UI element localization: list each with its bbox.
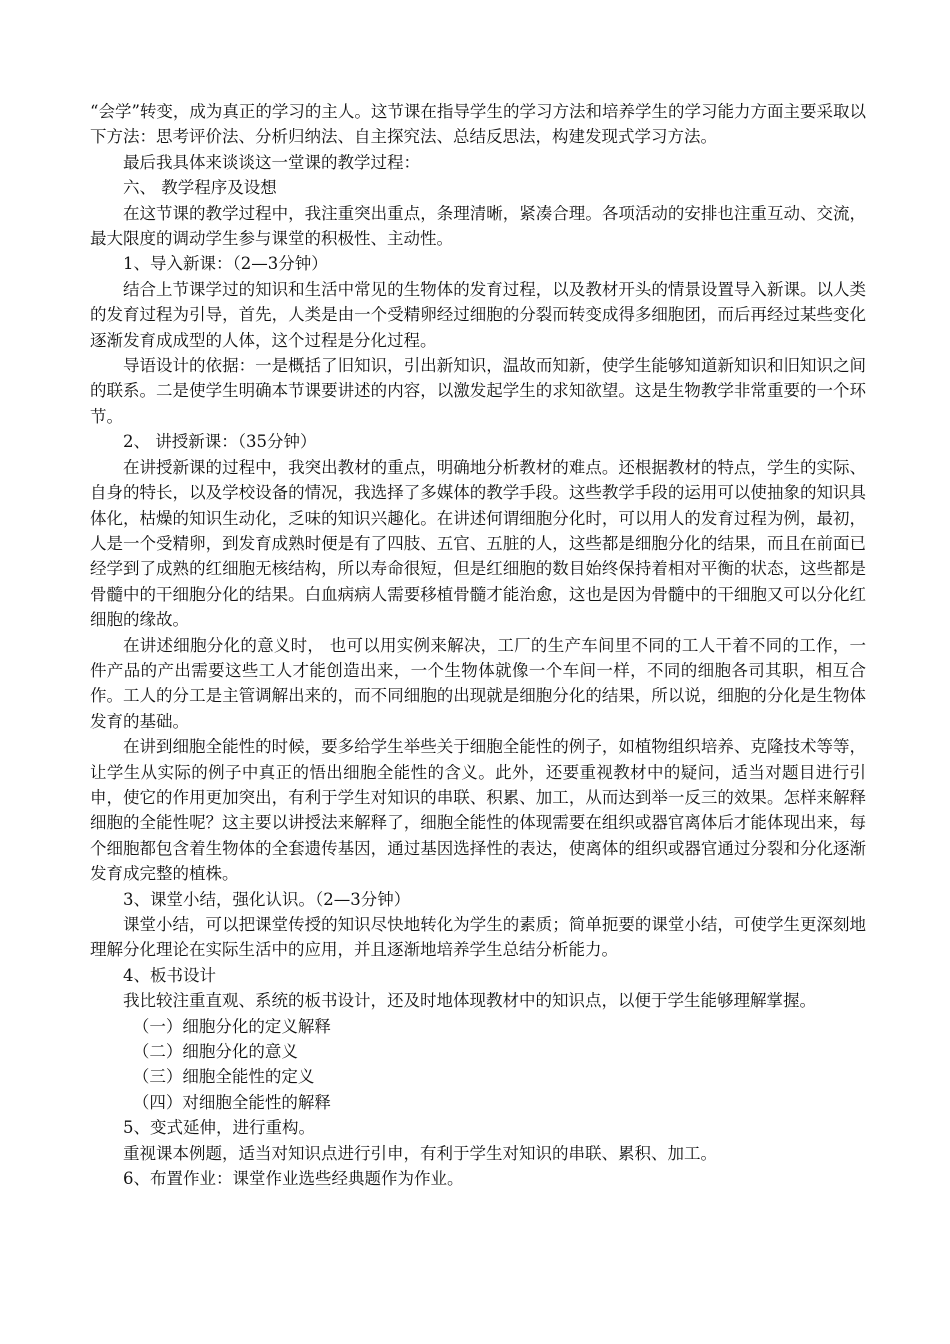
step-heading-4: 4、板书设计: [123, 965, 216, 985]
paragraph-process-lead: 最后我具体来谈谈这一堂课的教学过程：: [123, 152, 420, 172]
board-item-1: （一）细胞分化的定义解释: [132, 1016, 331, 1036]
document-page: [90, 99, 866, 1191]
step-heading-5: 5、变式延伸，进行重构。: [123, 1118, 315, 1138]
paragraph-introduction-basis: 导语设计的依据：一是概括了旧知识，引出新知识，温故而知新，使学生能够知道新知识和旧知识之间的联系。二是使学生明确本节课要讲述的内容，以激发起学生的求知欲望。这是生物教学非常重要的一个环节。: [90, 356, 866, 426]
paragraph-extension: 重视课本例题，适当对知识点进行引申，有利于学生对知识的串联、累积、加工。: [123, 1143, 717, 1163]
step-heading-3: 3、课堂小结，强化认识。（2—3分钟）: [123, 889, 411, 909]
paragraph-summary: 课堂小结，可以把课堂传授的知识尽快地转化为学生的素质；简单扼要的课堂小结，可使学生更深刻地理解分化理论在实际生活中的应用，并且逐渐地培养学生总结分析能力。: [90, 915, 866, 960]
paragraph-teaching-new: 在讲授新课的过程中，我突出教材的重点，明确地分析教材的难点。还根据教材的特点，学生的实际、自身的特长，以及学校设备的情况，我选择了多媒体的教学手段。这些教学手段的运用可以使抽象的知识具体化，枯燥的知识生动化，乏味的知识兴趣化。在讲述何谓细胞分化时，可以用人的发育过程为例，最初，人是一个受精卵，到发育成熟时便是有了四肢、五官、五脏的人，这些都是细胞分化的结果，而且在前面已经学到了成熟的红细胞无核结构，所以寿命很短，但是红细胞的数目始终保持着相对平衡的状态，这些都是骨髓中的干细胞分化的结果。白血病病人需要移植骨髓才能治愈，这也是因为骨髓中的干细胞又可以分化红细胞的缘故。: [90, 457, 866, 630]
paragraph-process-overview: 在这节课的教学过程中，我注重突出重点，条理清晰，紧凑合理。各项活动的安排也注重互动、交流，最大限度的调动学生参与课堂的积极性、主动性。: [90, 203, 866, 249]
section-heading-6: 六、 教学程序及设想: [123, 178, 277, 198]
board-item-4: （四）对细胞全能性的解释: [132, 1092, 331, 1112]
paragraph-differentiation-meaning: 在讲述细胞分化的意义时， 也可以用实例来解决，工厂的生产车间里不同的工人干着不同的工作，一件产品的产出需要这些工人才能创造出来，一个生物体就像一个车间一样，不同的细胞各司其职，相互合作。工人的分工是主管调解出来的，而不同细胞的出现就是细胞分化的结果，所以说，细胞的分化是生物体发育的基础。: [90, 635, 866, 731]
step-heading-6: 6、布置作业：课堂作业选些经典题作为作业。: [123, 1169, 464, 1189]
paragraph-introduction-lesson: 结合上节课学过的知识和生活中常见的生物体的发育过程，以及教材开头的情景设置导入新课。以人类的发育过程为引导，首先，人类是由一个受精卵经过细胞的分裂而转变成得多细胞团，而后再经过某些变化逐渐发育成成型的人体，这个过程是分化过程。: [90, 279, 866, 350]
board-item-2: （二）细胞分化的意义: [132, 1042, 298, 1062]
step-heading-1: 1、导入新课：（2—3分钟）: [123, 254, 328, 274]
paragraph-board-design: 我比较注重直观、系统的板书设计，还及时地体现教材中的知识点，以便于学生能够理解掌握。: [123, 991, 816, 1011]
paragraph-totipotency: 在讲到细胞全能性的时候，要多给学生举些关于细胞全能性的例子，如植物组织培养、克隆技术等等，让学生从实际的例子中真正的悟出细胞全能性的含义。此外，还要重视教材中的疑问，适当对题目进行引申，使它的作用更加突出，有利于学生对知识的串联、积累、加工，从而达到举一反三的效果。怎样来解释细胞的全能性呢？这主要以讲授法来解释了，细胞全能性的体现需要在组织或器官离体后才能体现出来，每个细胞都包含着生物体的全套遗传基因，通过基因选择性的表达，使离体的组织或器官通过分裂和分化逐渐发育成完整的植株。: [90, 737, 866, 884]
paragraph-intro-continuation: “会学”转变，成为真正的学习的主人。这节课在指导学生的学习方法和培养学生的学习能力方面主要采取以下方法：思考评价法、分析归纳法、自主探究法、总结反思法，构建发现式学习方法。: [90, 102, 866, 147]
step-heading-2: 2、 讲授新课：（35分钟）: [123, 432, 317, 452]
board-item-3: （三）细胞全能性的定义: [132, 1067, 315, 1087]
